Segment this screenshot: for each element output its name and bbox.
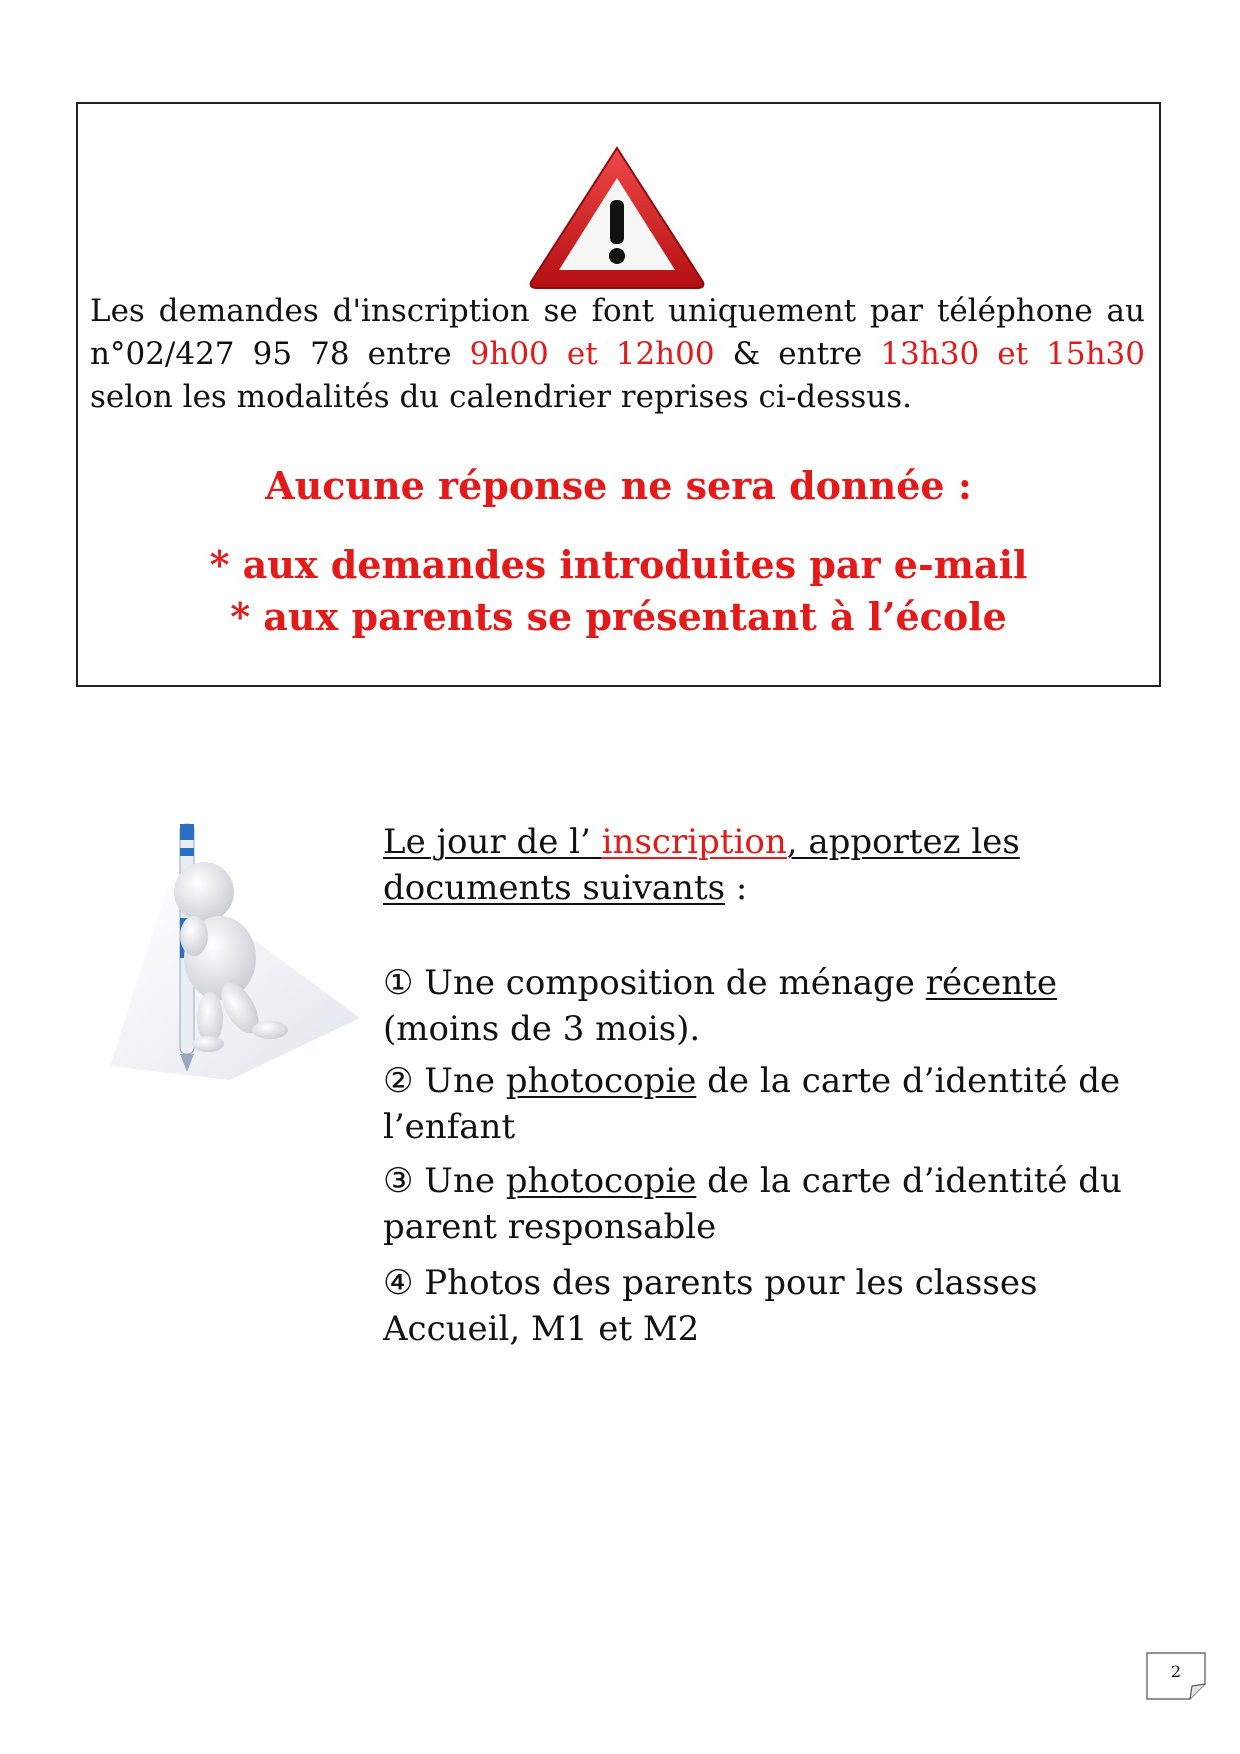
item-2-marker: ②: [383, 1061, 414, 1101]
item-1-marker: ①: [383, 963, 414, 1003]
afternoon-hours: 13h30 et 15h30: [880, 336, 1145, 372]
item-2-emphasis: photocopie: [505, 1061, 697, 1101]
figure-with-pen-illustration: [110, 818, 370, 1083]
item-2-text: Une: [413, 1061, 506, 1101]
intro-text-2: & entre: [714, 336, 881, 372]
item-1-text-2: (moins de 3 mois).: [383, 1009, 701, 1049]
page-number: 2: [1170, 1662, 1182, 1681]
intro-text-1: Les demandes d'inscription se font uniquement par téléphone au n°02/427 95 78 entre: [90, 293, 1145, 372]
morning-hours: 9h00 et 12h00: [469, 336, 715, 372]
item-1-text: Une composition de ménage: [413, 963, 926, 1003]
inscription-link[interactable]: inscription: [601, 822, 787, 862]
no-response-heading: Aucune réponse ne sera donnée :: [265, 463, 972, 508]
no-response-email: * aux demandes introduites par e-mail: [209, 542, 1028, 587]
documents-heading-colon: :: [725, 868, 748, 908]
intro-text-3: selon les modalités du calendrier reprises ci-dessus.: [90, 379, 913, 415]
no-response-school-visit: * aux parents se présentant à l’école: [230, 594, 1007, 639]
item-3-text-2: de la carte d’identité du parent responsable: [383, 1161, 1122, 1247]
item-1-emphasis: récente: [925, 963, 1057, 1003]
documents-heading-text-1: Le jour de l’: [383, 822, 602, 862]
documents-heading: [383, 819, 1143, 911]
item-2-text-2: de la carte d’identité de l’enfant: [383, 1061, 1121, 1147]
documents-heading-text-2: , apportez les documents suivants: [383, 822, 1020, 908]
item-4-marker: ④: [383, 1263, 414, 1303]
document-item-3: [383, 1158, 1143, 1250]
document-item-4: [383, 1260, 1143, 1352]
item-3-emphasis: photocopie: [505, 1161, 697, 1201]
item-3-text: Une: [413, 1161, 506, 1201]
inscription-instructions: [90, 290, 1145, 419]
document-item-1: [383, 960, 1143, 1052]
item-4-text: Photos des parents pour les classes Accueil, M1 et M2: [383, 1263, 1038, 1349]
warning-triangle-icon: [525, 142, 709, 292]
item-3-marker: ③: [383, 1161, 414, 1201]
document-item-2: [383, 1058, 1143, 1150]
